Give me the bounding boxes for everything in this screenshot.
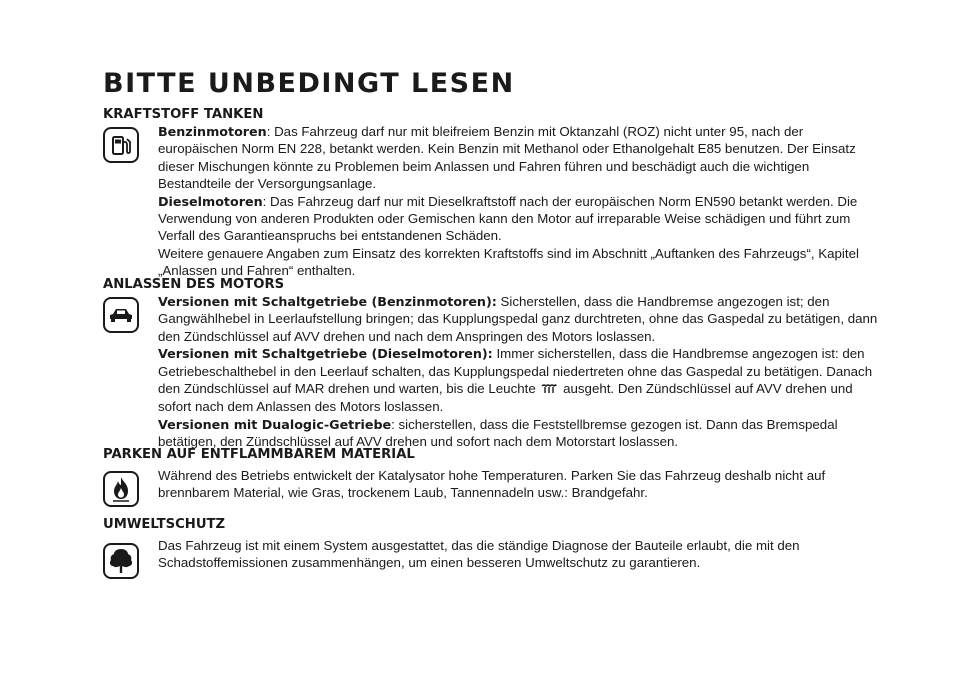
flame-icon [103, 471, 139, 507]
paragraph: Dieselmotoren: Das Fahrzeug darf nur mit Dieselkraftstoff nach der europäischen Norm EN590 betankt werden. Die Verwendung von anderen Produkten oder Gemischen kann den Motor auf irreparable Weise schädigen und führt zum Verfall des Garantieanspruchs bei entstandenen Schäden. [158, 193, 858, 244]
paragraph: Versionen mit Dualogic-Getriebe: sicherstellen, dass die Feststellbremse gezogen ist. Dann das Bremspedal betätigen, den Zündschlüssel auf AVV drehen und sofort nach dem Motorstart loslassen. [158, 416, 838, 450]
paragraph: Versionen mit Schaltgetriebe (Benzinmotoren): Sicherstellen, dass die Handbremse angezogen ist; den Gangwählhebel in Leerlaufstellung bringen; das Kupplungspedal ganz durchtreten, ohne das Gaspedal zu betätigen, dann den Zündschlüssel auf AVV drehen und nach dem Anspringen des Motors loslassen. [158, 294, 878, 344]
section-heading: UMWELTSCHUTZ [103, 517, 226, 532]
fuel-pump-icon [103, 127, 139, 163]
paragraph: Weitere genauere Angaben zum Einsatz des korrekten Kraftstoffs sind im Abschnitt „Auftanken des Fahrzeugs“, Kapitel „Anlassen und Fahren“ enthalten. [158, 245, 859, 279]
glow-plug-icon [541, 381, 557, 398]
section-heading: ANLASSEN DES MOTORS [103, 277, 285, 292]
section-heading: PARKEN AUF ENTFLAMMBAREM MATERIAL [103, 447, 415, 462]
section-fuel [103, 107, 883, 280]
paragraph: Das Fahrzeug ist mit einem System ausgestattet, das die ständige Diagnose der Bauteile erlaubt, die mit den Schadstoffemissionen zusammenhängen, um einen besseren Umweltschutz zu garantieren. [158, 538, 800, 571]
page-title: BITTE UNBEDINGT LESEN [103, 68, 515, 99]
paragraph: Versionen mit Schaltgetriebe (Dieselmotoren): Immer sicherstellen, dass die Handbremse angezogen ist: den Getriebeschalthebel in den Leerlauf schalten, das Kupplungspedal niedertreten ohne das Gaspedal zu betätigen. Danach den Zündschlüssel auf MAR drehen und warten, bis die Leuchte ausgeht. Den Zündschlüssel auf AVV drehen und sofort nach dem Anlassen des Motors loslassen. [158, 346, 873, 415]
section-heading: KRAFTSTOFF TANKEN [103, 107, 264, 122]
section-environment [103, 517, 883, 572]
section-parking [103, 447, 883, 502]
paragraph: Während des Betriebs entwickelt der Katalysator hohe Temperaturen. Parken Sie das Fahrzeug deshalb nicht auf brennbarem Material, wie Gras, trockenem Laub, Tannennadeln usw.: Brandgefahr. [158, 468, 826, 501]
paragraph: Benzinmotoren: Das Fahrzeug darf nur mit bleifreiem Benzin mit Oktanzahl (ROZ) nicht unter 95, nach der europäischen Norm EN 228, betankt werden. Kein Benzin mit Methanol oder Ethanolgehalt E85 benutzen. Der Einsatz dieser Mischungen könnte zu Problemen beim Anlassen und Fahren führen und beschädigt auch die wichtigen Bestandteile der Versorgungsanlage. [158, 124, 856, 192]
car-icon [103, 297, 139, 333]
tree-icon [103, 543, 139, 579]
section-engine-start [103, 277, 883, 450]
